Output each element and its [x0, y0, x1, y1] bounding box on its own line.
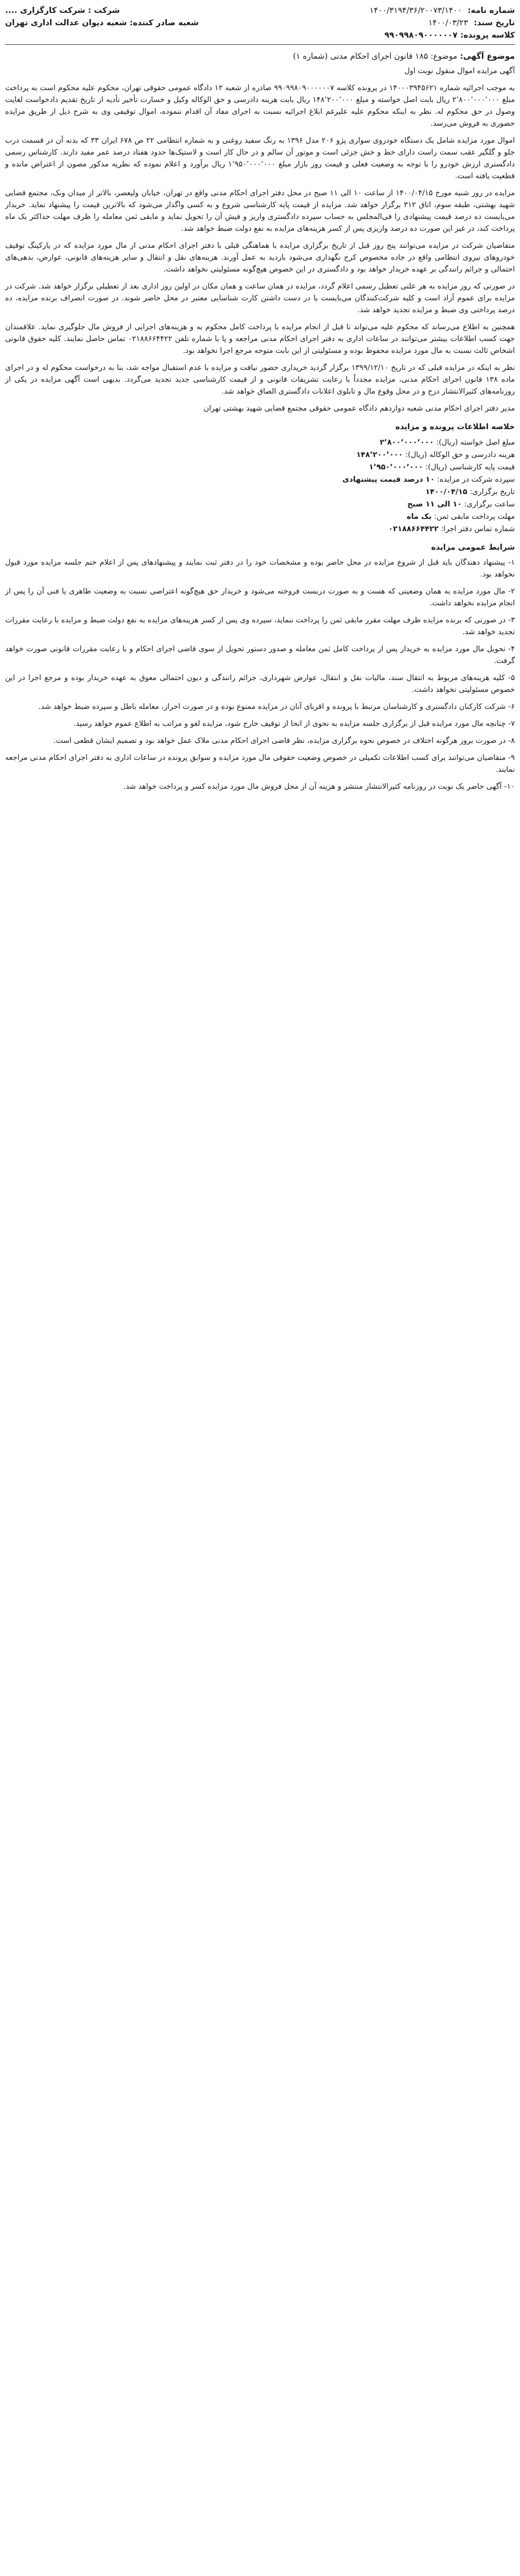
- issuing-branch: شعبه صادر کننده: شعبه دیوان عدالت اداری تهران: [5, 18, 199, 27]
- notice-paragraph: در صورتی که روز مزایده به هر علتی تعطیل رسمی اعلام گردد، مزایده در همان ساعت و همان مکان در اولین روز اداری بعد از تعطیلی برگزار خواهد شد. شرکت در مزایده برای عموم آزاد است و کلیه شرکت‌کنندگان می‌بایست با در دست داشتن کارت شناسایی معتبر در محل حاضر شوند. در صورت انصراف برنده مزایده، ده درصد پرداختی وی ضبط و مزایده تجدید خواهد شد.: [5, 282, 515, 314]
- header-line-1: [5, 4, 515, 16]
- condition-paragraph: ۱۰- آگهی حاضر یک نوبت در روزنامه کثیرالانتشار منتشر و هزینه آن از محل فروش مال مورد مزایده کسر و پرداخت خواهد شد.: [123, 783, 515, 791]
- letter-number: شماره نامه: ۱۴۰۰/۳۱۹۴/۳۶/۲۰۰۷۳/۱۴۰۰: [369, 6, 515, 15]
- condition-paragraph: ۶- شرکت کارکنان دادگستری و کارشناسان مرتبط با پرونده و اقربای آنان در مزایده ممنوع بوده و در صورت احراز، معامله باطل و سپرده ضبط خواهد شد.: [38, 703, 515, 711]
- condition-paragraph: ۵- کلیه هزینه‌های مربوط به انتقال سند، مالیات نقل و انتقال، عوارض شهرداری، جرائم رانندگی و دیون احتمالی معوق به عهده خریدار بوده و مرجع اجرا در این خصوص مسئولیتی نخواهد داشت.: [5, 674, 515, 694]
- stat-item: ساعت برگزاری: ۱۰ الی ۱۱ صبح: [407, 500, 515, 509]
- stats-list: [5, 436, 515, 535]
- stat-item: شماره تماس دفتر اجرا: ۰۲۱۸۸۶۶۴۴۲۲: [388, 525, 515, 533]
- stat-item: مبلغ اصل خواسته (ریال): ۲٬۸۰۰٬۰۰۰٬۰۰۰: [379, 438, 515, 447]
- stat-item: سپرده شرکت در مزایده: ۱۰ درصد قیمت پیشنهادی: [342, 476, 515, 484]
- notice-paragraph: متقاضیان شرکت در مزایده می‌توانند پنج روز قبل از تاریخ برگزاری مزایده با هماهنگی قبلی با دفتر اجرای احکام مدنی از مال مورد مزایده که در پارکینگ توقیف خودروهای نیروی انتظامی واقع در جاده مخصوص کرج نگهداری می‌شود بازدید به عمل آورند. هزینه‌های نقل و انتقال و سایر هزینه‌های قانونی، عوارض، بدهی‌های احتمالی و جرائم رانندگی بر عهده خریدار خواهد بود و دادگستری در این خصوص هیچ‌گونه مسئولیتی نخواهد داشت.: [5, 242, 515, 274]
- notice-subject: موضوع آگهی: موضوع: ۱۸۵ قانون اجرای احکام مدنی (شماره ۱): [292, 52, 515, 61]
- notice-paragraph: مزایده در روز شنبه مورخ ۱۴۰۰/۰۴/۱۵ از ساعت ۱۰ الی ۱۱ صبح در محل دفتر اجرای احکام مدنی واقع در تهران، خیابان ولیعصر، بالاتر از میدان ونک، مجتمع قضایی شهید بهشتی، طبقه سوم، اتاق ۳۱۲ برگزار خواهد شد. مزایده از قیمت پایه کارشناسی شروع و به کسی واگذار می‌شود که بالاترین قیمت را پیشنهاد نماید. خریدار می‌بایست ده درصد قیمت پیشنهادی را فی‌المجلس به حساب سپرده دادگستری واریز و فیش آن را تحویل نماید و مابقی ثمن معامله را ظرف مهلت حداکثر یک ماه پرداخت کند، در غیر این صورت ده درصد واریزی پس از کسر هزینه‌های مزایده به نفع دولت ضبط خواهد شد.: [5, 189, 515, 233]
- conditions-body: [5, 557, 515, 793]
- notice-signature: مدیر دفتر اجرای احکام مدنی شعبه دوازدهم دادگاه عمومی حقوقی مجتمع قضایی شهید بهشتی تهران: [203, 404, 515, 413]
- conditions-section-title: شرایط عمومی مزایده: [431, 543, 515, 552]
- condition-paragraph: ۷- چنانچه مال مورد مزایده قبل از برگزاری جلسه مزایده به نحوی از انحا از توقیف خارج شود، مزایده لغو و مراتب به اطلاع عموم خواهد رسید.: [73, 720, 515, 728]
- notice-paragraph: آگهی مزایده اموال منقول نوبت اول: [404, 67, 515, 75]
- condition-paragraph: ۳- در صورتی که برنده مزایده ظرف مهلت مقرر مابقی ثمن را پرداخت ننماید، سپرده وی پس از کسر هزینه‌های مزایده به نفع دولت ضبط و مزایده با رعایت مقررات تجدید خواهد شد.: [5, 616, 515, 636]
- condition-paragraph: ۲- مال مورد مزایده به همان وضعیتی که هست و به صورت دربست فروخته می‌شود و خریدار حق هیچ‌گونه اعتراضی نسبت به وضعیت ظاهری یا فنی آن را پس از انجام مزایده نخواهد داشت.: [5, 587, 515, 607]
- condition-paragraph: ۹- متقاضیان می‌توانند برای کسب اطلاعات تکمیلی در خصوص وضعیت حقوقی مال مورد مزایده و سوابق پرونده در ساعات اداری به دفتر اجرای احکام مدنی مراجعه نمایند.: [5, 754, 515, 774]
- notice-body: [5, 65, 515, 415]
- stat-item: هزینه دادرسی و حق الوکاله (ریال): ۱۴۸٬۲۰۰٬۰۰۰: [356, 451, 515, 459]
- document-date: تاریخ سند: ۱۴۰۰/۰۳/۲۳: [428, 18, 515, 27]
- notice-paragraph: نظر به اینکه در مزایده قبلی که در تاریخ ۱۳۹۹/۱۲/۱۰ برگزار گردید خریداری حضور نیافت و مزایده با عدم استقبال مواجه شد، بنا به درخواست محکوم له و در اجرای ماده ۱۳۸ قانون اجرای احکام مدنی، مزایده مجدداً با رعایت تشریفات قانونی و از قیمت کارشناسی جدید تجدید می‌گردد. بدیهی است آگهی مزایده در یکی از روزنامه‌های کثیرالانتشار درج و در محل وقوع مال و تابلوی اعلانات دادگستری الصاق خواهد شد.: [5, 364, 515, 396]
- company-name: شرکت : شرکت کارگزاری ....: [5, 6, 120, 15]
- condition-paragraph: ۸- در صورت بروز هرگونه اختلاف در خصوص نحوه برگزاری مزایده، نظر قاضی اجرای احکام مدنی ملاک عمل خواهد بود و تصمیم ایشان قطعی است.: [53, 737, 515, 745]
- notice-paragraph: اموال مورد مزایده شامل یک دستگاه خودروی سواری پژو ۲۰۶ مدل ۱۳۹۶ به رنگ سفید روغنی و به شماره انتظامی ۲۲ ص ۶۷۸ ایران ۳۳ که بدنه آن در قسمت درب جلو و گلگیر عقب سمت راست دارای خط و خش جزئی است و موتور آن سالم و در حال کار است و لاستیک‌ها حدود هفتاد درصد عمر مفید دارند. کارشناس رسمی دادگستری ارزش خودرو را با توجه به وضعیت فعلی و قیمت روز بازار مبلغ ۱٬۹۵۰٬۰۰۰٬۰۰۰ ریال برآورد و اعلام نموده که نظریه مذکور مصون از اعتراض مانده و قطعیت یافته است.: [5, 137, 515, 180]
- stat-item: مهلت پرداخت مابقی ثمن: یک ماه: [407, 513, 515, 521]
- case-number: کلاسه پرونده: ۹۹۰۹۹۸۰۹۰۰۰۰۰۰۷: [384, 30, 515, 40]
- stats-section-title: خلاصه اطلاعات پرونده و مزایده: [395, 422, 515, 431]
- condition-paragraph: ۴- تحویل مال مورد مزایده به خریدار پس از پرداخت کامل ثمن معامله و صدور دستور تحویل از سوی قاضی اجرای احکام و با رعایت مقررات قانونی صورت خواهد گرفت.: [5, 645, 515, 665]
- document-header: [5, 4, 515, 45]
- header-line-3: [5, 29, 515, 41]
- stat-item: قیمت پایه کارشناسی (ریال): ۱٬۹۵۰٬۰۰۰٬۰۰۰: [369, 463, 515, 471]
- condition-paragraph: ۱- پیشنهاد دهندگان باید قبل از شروع مزایده در محل حاضر بوده و مشخصات خود را در دفتر ثبت نمایند و پیشنهادهای پس از اعلام ختم جلسه مزایده مورد قبول نخواهد بود.: [5, 558, 515, 579]
- header-line-2: [5, 16, 515, 29]
- notice-paragraph: به موجب اجرائیه شماره ۱۴۰۰۰۳۹۴۵۶۲۱ در پرونده کلاسه ۹۹۰۹۹۸۰۹۰۰۰۰۰۰۷ صادره از شعبه ۱۲ دادگاه عمومی حقوقی تهران، محکوم علیه محکوم است به پرداخت مبلغ ۲٬۸۰۰٬۰۰۰٬۰۰۰ ریال بابت اصل خواسته و مبلغ ۱۴۸٬۲۰۰٬۰۰۰ ریال بابت هزینه دادرسی و حق الوکاله وکیل و خسارت تأخیر تأدیه از تاریخ تقدیم دادخواست لغایت وصول در حق محکوم له. نظر به اینکه محکوم علیه علیرغم ابلاغ اجرائیه نسبت به اجرای مفاد آن اقدام ننموده، اموال توقیفی وی به شرح ذیل از طریق مزایده حضوری به فروش می‌رسد.: [5, 84, 515, 128]
- stat-item: تاریخ برگزاری: ۱۴۰۰/۰۴/۱۵: [425, 488, 515, 496]
- notice-paragraph: همچنین به اطلاع می‌رساند که محکوم علیه می‌تواند تا قبل از انجام مزایده با پرداخت کامل محکوم به و هزینه‌های اجرایی از فروش مال جلوگیری نماید. علاقمندان جهت کسب اطلاعات بیشتر می‌توانند در ساعات اداری به دفتر اجرای احکام مدنی مراجعه و یا با شماره تلفن ۰۲۱۸۸۶۶۴۴۲۲ تماس حاصل نمایند. کلیه حقوق قانونی اشخاص ثالث نسبت به مال مورد مزایده محفوظ بوده و مسئولیتی از این بابت متوجه مرجع اجرا نخواهد بود.: [5, 323, 515, 355]
